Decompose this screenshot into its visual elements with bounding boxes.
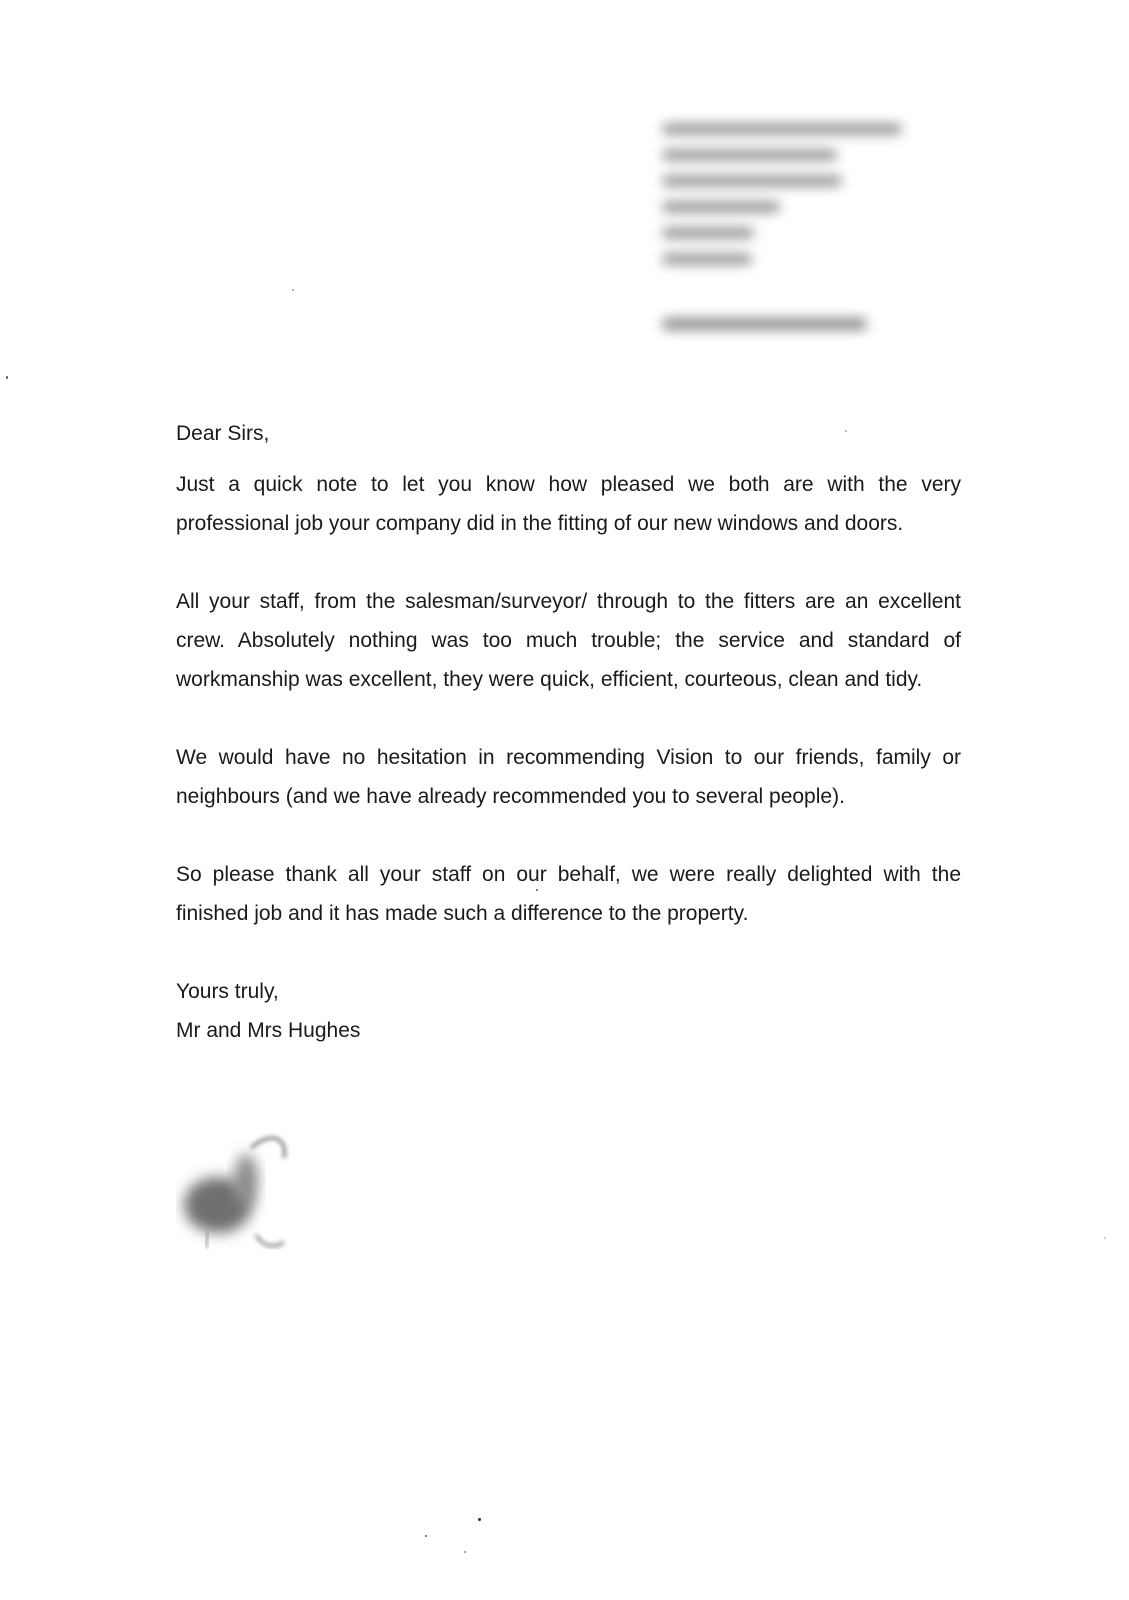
address-line bbox=[662, 124, 902, 134]
signatory-name: Mr and Mrs Hughes bbox=[176, 1019, 361, 1042]
scan-speck bbox=[425, 1535, 427, 1537]
scan-speck bbox=[536, 889, 538, 891]
scan-speck bbox=[1104, 1237, 1106, 1239]
address-line bbox=[662, 150, 837, 160]
paragraph: So please thank all your staff on our behalf, we were really delighted with the finished job and it has made such a difference to the property. bbox=[176, 863, 961, 925]
salutation: Dear Sirs, bbox=[176, 422, 270, 445]
paragraph: Just a quick note to let you know how pleased we both are with the very professional job your company did in the fitting of our new windows and doors. bbox=[176, 473, 961, 535]
scan-speck bbox=[6, 376, 8, 379]
scan-speck bbox=[464, 1551, 466, 1553]
scan-speck bbox=[292, 289, 294, 291]
scan-speck bbox=[845, 430, 847, 432]
sender-address-redacted bbox=[662, 124, 932, 280]
letter-body bbox=[176, 414, 961, 1050]
scan-speck bbox=[478, 1518, 481, 1521]
address-line bbox=[662, 202, 780, 212]
address-line bbox=[662, 254, 752, 264]
paragraph: All your staff, from the salesman/surveyor/ through to the fitters are an excellent crew. Absolutely nothing was too much trouble; the service and standard of workmanship was excellent, they were quick, efficient, courteous, clean and tidy. bbox=[176, 590, 961, 691]
address-line bbox=[662, 228, 754, 238]
handwritten-signature-redacted bbox=[176, 1130, 316, 1280]
letter-date-redacted bbox=[662, 318, 867, 330]
closing: Yours truly, bbox=[176, 980, 279, 1003]
address-line bbox=[662, 176, 842, 186]
paragraph: We would have no hesitation in recommending Vision to our friends, family or neighbours (and we have already recommended you to several people). bbox=[176, 746, 961, 808]
